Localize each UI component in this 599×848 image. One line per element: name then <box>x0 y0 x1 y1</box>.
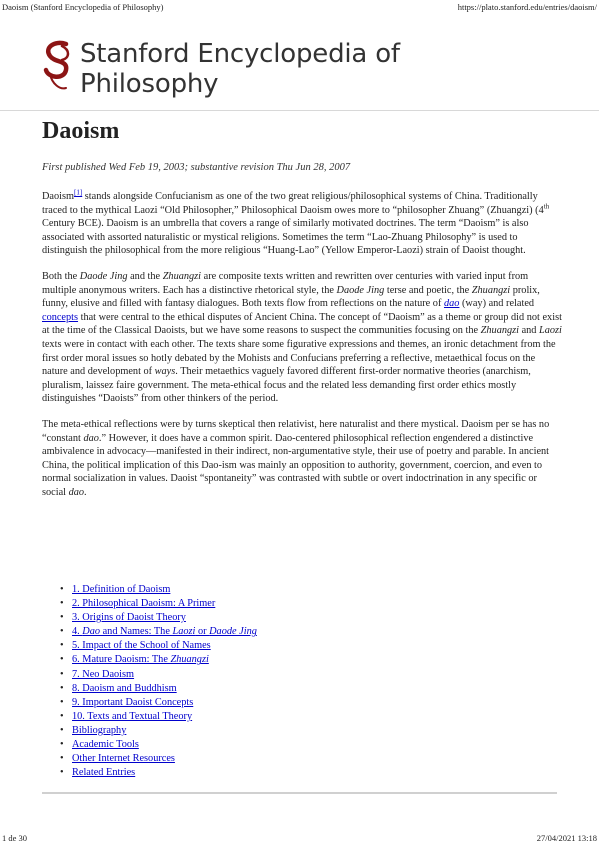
print-header <box>2 2 597 14</box>
paragraph-1 <box>42 190 562 258</box>
entry-title: Daoism <box>42 118 120 144</box>
print-header-url: https://plato.stanford.edu/entries/daoism/ <box>457 2 597 12</box>
toc-item <box>72 724 257 738</box>
toc-item <box>72 696 257 710</box>
footnote-link-1[interactable]: [1] <box>74 188 83 197</box>
p1-ordinal: th <box>543 202 550 211</box>
toc-item <box>72 597 257 611</box>
toc-item <box>72 766 257 780</box>
p2-em: Daode Jing <box>79 270 128 282</box>
toc-link-primer[interactable]: 2. Philosophical Daoism: A Primer <box>72 598 216 610</box>
toc-link-buddhism[interactable]: 8. Daoism and Buddhism <box>72 682 177 694</box>
toc-em: Laozi <box>172 626 196 638</box>
toc-item <box>72 682 257 696</box>
print-timestamp: 27/04/2021 13:18 <box>536 833 597 843</box>
p2-text: . Their metaethics vaguely favored different first-order normative theories (anarchism, pluralism, laissez faire government. The meta-ethical focus and the related less demanding first order ethics mostly distinguishes “Daoists” from other thinkers of the period. <box>42 366 531 405</box>
p2-text: terse and poetic, the <box>384 284 472 296</box>
table-of-contents <box>72 583 257 780</box>
toc-link-origins[interactable]: 3. Origins of Daoist Theory <box>72 612 186 624</box>
p2-text: are composite texts written and rewritten over centuries with varied input from multiple anonymous writers. Each has a distinctive rhetorical style, the <box>42 270 529 296</box>
toc-link-related-entries[interactable]: Related Entries <box>72 767 136 779</box>
toc-text: 4. <box>72 626 83 638</box>
preamble <box>42 190 562 511</box>
toc-item <box>72 653 257 667</box>
p1-text-a: stands alongside Confucianism as one of the two great religious/philosophical systems of China. Traditionally traced to the mythical Laozi “Old Philosopher,” Philosophical Daoism owes more to “philosopher Zhuang” (Zhuangzi) (4 <box>42 191 544 216</box>
toc-item <box>72 668 257 682</box>
p2-em: Zhuangzi <box>471 284 511 296</box>
link-dao-text: dao <box>443 298 460 310</box>
toc-item <box>72 583 257 597</box>
p1-text-b: Century BCE). Daoism is an umbrella that covers a range of similarly motivated doctrines. The term “Daoism” is also associated with assorted naturalistic or mystical religions. Sometimes the term “Lao-Zhuang Philosophy” is used to distinguish the philosophical from the more religious “Huang-Lao” (Yellow Emperor-Laozi) strain of Daoist thought. <box>42 218 529 257</box>
paragraph-3 <box>42 418 562 500</box>
toc-item <box>72 639 257 653</box>
logo-line-1: Stanford Encyclopedia of <box>80 39 400 69</box>
logo-text <box>80 39 400 99</box>
section-divider <box>42 792 557 794</box>
toc-link-neo-daoism[interactable]: 7. Neo Daoism <box>72 668 135 680</box>
p2-text: texts were in contact with each other. The texts share some figurative expressions and themes, an ironic detachment from the first order moral issues so hotly debated by the Mohists and Confucians preferring a reflective, metaethical focus on the nature and development of <box>42 338 556 378</box>
toc-item <box>72 752 257 766</box>
print-footer <box>2 833 597 845</box>
publication-info: First published Wed Feb 19, 2003; substantive revision Thu Jun 28, 2007 <box>42 162 351 173</box>
toc-link-concepts[interactable]: 9. Important Daoist Concepts <box>72 696 194 708</box>
toc-link-academic-tools[interactable]: Academic Tools <box>72 739 139 751</box>
p3-text: . <box>84 486 87 498</box>
page-counter: 1 de 30 <box>2 833 28 843</box>
p2-em: Zhuangzi <box>480 325 520 337</box>
toc-em: Dao <box>82 626 101 638</box>
p2-em: ways <box>154 366 176 378</box>
p2-em: Daode Jing <box>336 284 385 296</box>
p3-text: The meta-ethical reflections were by turns skeptical then relativist, here naturalist and there mystical. Daoism per se has no “constant <box>42 418 550 444</box>
site-logo[interactable] <box>40 38 460 102</box>
p2-em: Zhuangzi <box>162 270 202 282</box>
p2-text: Both the <box>42 270 80 282</box>
toc-link-dao-and-names[interactable] <box>72 626 257 637</box>
p2-text: and the <box>127 270 163 282</box>
toc-item <box>72 625 257 639</box>
toc-link-texts[interactable]: 10. Texts and Textual Theory <box>72 710 193 722</box>
p2-text: (way) and related <box>459 298 535 310</box>
toc-link-bibliography[interactable]: Bibliography <box>72 724 127 736</box>
toc-link-mature-daoism[interactable] <box>72 654 209 665</box>
toc-item <box>72 710 257 724</box>
toc-link-internet-resources[interactable]: Other Internet Resources <box>72 753 175 765</box>
toc-text: and Names: The <box>100 626 173 638</box>
logo-line-2: Philosophy <box>80 69 219 99</box>
p2-em: Laozi <box>539 325 562 337</box>
paragraph-2 <box>42 270 562 406</box>
p3-em: dao <box>83 432 99 444</box>
title-divider <box>0 110 599 111</box>
toc-item <box>72 611 257 625</box>
p2-text: that were central to the ethical disputes of Ancient China. The concept of “Daoism” as a theme or group did not exist at the time of the Classical Daoists, but we have some reasons to suspect the communities focusing on the <box>42 311 562 337</box>
p2-text: and <box>519 325 540 337</box>
p2-text: prolix, funny, elusive and filled with fantasy dialogues. Both texts flow from reflections on the nature of <box>42 284 540 310</box>
toc-item <box>72 738 257 752</box>
p3-text: .” However, it does have a common spirit. Dao-centered philosophical reflection engendered a distinctive ambivalence in advocacy—manifested in their indirect, non-argumentative style, their use of poetry and parable. In ancient China, the political implication of this Dao-ism was mainly an opposition to authority, government, coercion, and even to normal socialization in values. Daoist “spontaneity” was contrasted with subtle or overt indoctrination in any specific or social <box>42 432 550 498</box>
p1-word: Daoism <box>42 191 75 202</box>
print-header-title: Daoism (Stanford Encyclopedia of Philosophy) <box>2 2 164 12</box>
toc-link-definition[interactable]: 1. Definition of Daoism <box>72 584 171 595</box>
link-concepts[interactable]: concepts <box>42 311 79 323</box>
toc-em: Zhuangzi <box>170 654 209 666</box>
toc-em: Daode Jing <box>209 626 257 638</box>
p3-em: dao <box>68 486 85 498</box>
toc-text: 6. Mature Daoism: The <box>72 654 171 666</box>
toc-text: or <box>195 626 210 638</box>
sep-logo-icon <box>40 38 76 96</box>
link-dao[interactable] <box>444 298 459 309</box>
toc-link-school-of-names[interactable]: 5. Impact of the School of Names <box>72 640 211 652</box>
